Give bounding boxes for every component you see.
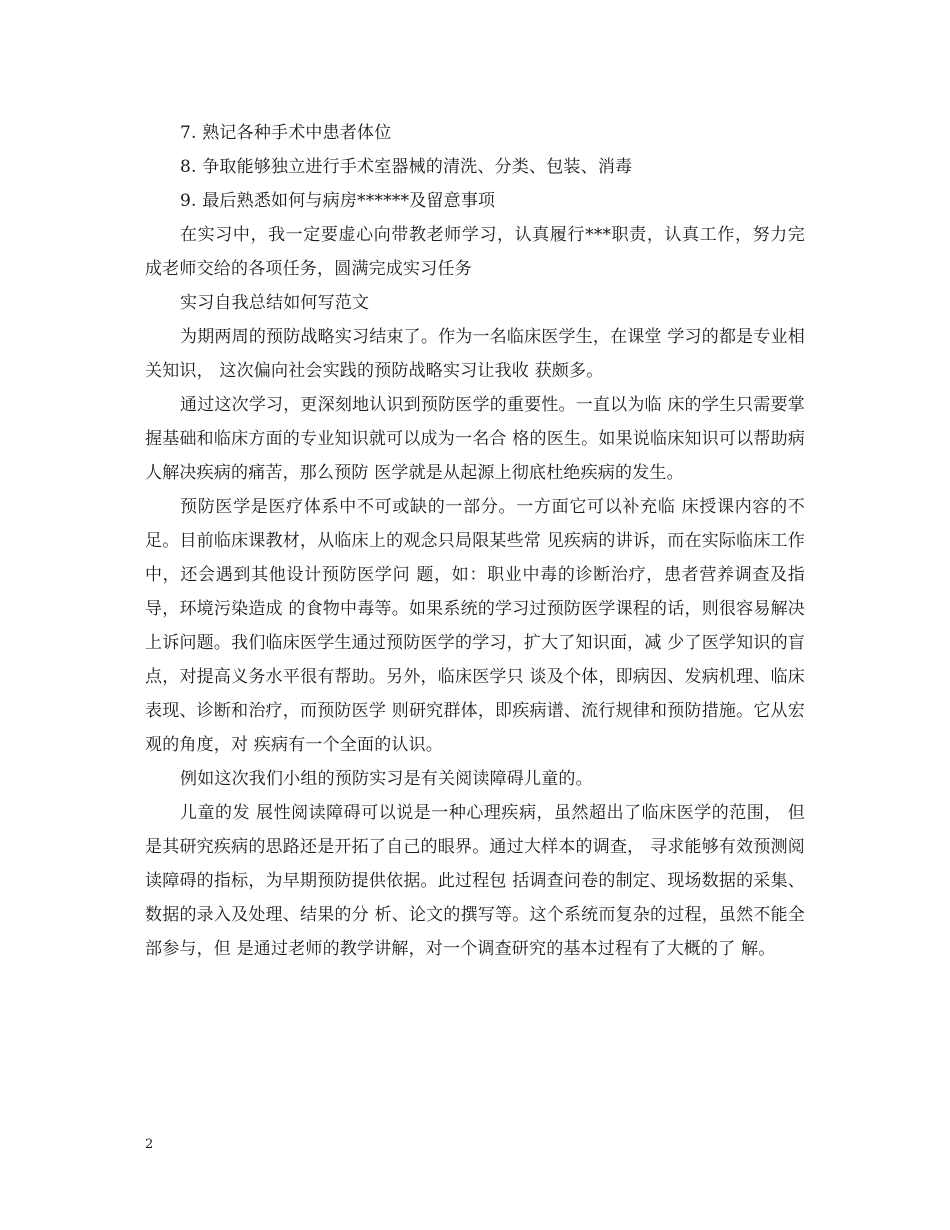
paragraph: 为期两周的预防战略实习结束了。作为一名临床医学生，在课堂 学习的都是专业相关知识， 这次偏向社会实践的预防战略实习让我收 获颇多。: [145, 327, 805, 381]
section-heading: 实习自我总结如何写范文: [180, 293, 370, 313]
list-item: 7. 熟记各种手术中患者体位: [180, 123, 392, 143]
list-item: 9. 最后熟悉如何与病房******及留意事项: [180, 191, 496, 211]
paragraph: 例如这次我们小组的预防实习是有关阅读障碍儿童的。: [180, 769, 593, 789]
paragraph: 儿童的发 展性阅读障碍可以说是一种心理疾病，虽然超出了临床医学的范围， 但是其研究疾病的思路还是开拓了自己的眼界。通过大样本的调查， 寻求能够有效预测阅读障碍的指标，为早期预防提供依据。此过程包 括调查问卷的制定、现场数据的采集、数据的录入及处理、结果的分 析、论文的撰写等。这个系统而复杂的过程，虽然不能全部参与，但 是通过老师的教学讲解，对一个调查研究的基本过程有了大概的了 解。: [145, 803, 805, 959]
paragraph: 通过这次学习，更深刻地认识到预防医学的重要性。一直以为临 床的学生只需要掌握基础和临床方面的专业知识就可以成为一名合 格的医生。如果说临床知识可以帮助病人解决疾病的痛苦，那么预防 医学就是从起源上彻底杜绝疾病的发生。: [145, 395, 805, 483]
paragraph: 在实习中，我一定要虚心向带教老师学习，认真履行***职责，认真工作，努力完成老师交给的各项任务，圆满完成实习任务: [145, 225, 805, 279]
list-item: 8. 争取能够独立进行手术室器械的清洗、分类、包装、消毒: [180, 157, 633, 177]
document-body: [145, 116, 805, 966]
page-number: 2: [145, 1137, 154, 1152]
paragraph: 预防医学是医疗体系中不可或缺的一部分。一方面它可以补充临 床授课内容的不足。目前临床课教材，从临床上的观念只局限某些常 见疾病的讲诉，而在实际临床工作中，还会遇到其他设计预防医学问 题，如：职业中毒的诊断治疗，患者营养调查及指导，环境污染造成 的食物中毒等。如果系统的学习过预防医学课程的话，则很容易解决 上诉问题。我们临床医学生通过预防医学的学习，扩大了知识面，减 少了医学知识的盲点，对提高义务水平很有帮助。另外，临床医学只 谈及个体，即病因、发病机理、临床表现、诊断和治疗，而预防医学 则研究群体，即疾病谱、流行规律和预防措施。它从宏观的角度，对 疾病有一个全面的认识。: [145, 497, 805, 755]
